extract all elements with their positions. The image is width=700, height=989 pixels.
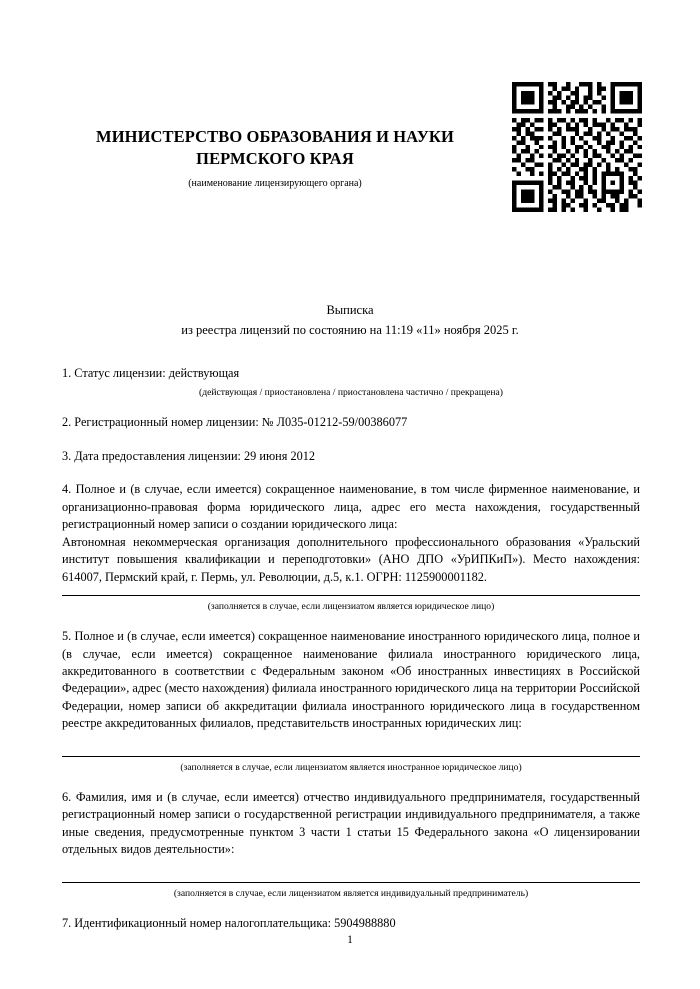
ministry-title-line1: МИНИСТЕРСТВО ОБРАЗОВАНИЯ И НАУКИ	[96, 127, 454, 146]
item-legal-entity-note: (заполняется в случае, если лицензиатом является юридическое лицо)	[207, 601, 495, 613]
document-title-block	[60, 300, 640, 340]
item-inn: 7. Идентификационный номер налогоплательщика: 5904988880	[62, 915, 396, 930]
item-foreign-entity-note: (заполняется в случае, если лицензиатом является иностранное юридическое лицо)	[180, 761, 522, 773]
divider	[62, 882, 640, 883]
item-status-note: (действующая / приостановлена / приостановлена частично / прекращена)	[199, 387, 503, 399]
item-status: 1. Статус лицензии: действующая	[62, 366, 240, 380]
item-date: 3. Дата предоставления лицензии: 29 июня 2012	[62, 448, 316, 463]
ministry-subtitle: (наименование лицензирующего органа)	[188, 177, 362, 189]
item-individual-entrepreneur-note: (заполняется в случае, если лицензиатом является индивидуальный предприниматель)	[173, 887, 529, 899]
document-subtitle: из реестра лицензий по состоянию на 11:19 «11» ноября 2025 г.	[181, 323, 519, 337]
item-legal-entity-value: Автономная некоммерческая организация дополнительного профессионального образования «Уральский институт повышения квалификации и переподготовки» (АНО ДПО «УрИПКиП»). Место нахождения: 614007, Пермский край, г. Пермь, ул. Революции, д.5, к.1. ОГРН: 1125900001182.	[62, 534, 640, 584]
divider	[62, 756, 640, 757]
document-title: Выписка	[326, 303, 374, 317]
item-legal-entity: 4. Полное и (в случае, если имеется) сокращенное наименование, в том числе фирменное наименование, и организационно-правовая форма юридического лица, адрес его места нахождения, государственный регистрационный номер записи о создании юридического лица:	[62, 482, 640, 532]
item-foreign-entity: 5. Полное и (в случае, если имеется) сокращенное наименование иностранного юридического лица, полное и (в случае, если имеется) сокращенное наименование филиала иностранного юридического лица, аккредитованного в соответствии с Федеральным законом «Об иностранных инвестициях в Российской Федерации», адрес (место нахождения) филиала иностранного юридического лица на территории Российской Федерации, номер записи об аккредитации филиала иностранного юридического лица в государственном реестре аккредитованных филиалов, представительств иностранных юридических лиц:	[62, 629, 640, 731]
item-individual-entrepreneur: 6. Фамилия, имя и (в случае, если имеется) отчество индивидуального предпринимателя, государственный регистрационный номер записи о государственной регистрации индивидуального предпринимателя, а также иные сведения, предусмотренные пунктом 3 части 1 статьи 15 Федерального закона «О лицензировании отдельных видов деятельности»:	[62, 789, 640, 857]
qr-code-icon	[512, 82, 642, 212]
page-number: 1	[347, 934, 353, 946]
ministry-title-line2: ПЕРМСКОГО КРАЯ	[196, 149, 354, 169]
divider	[62, 595, 640, 596]
document-header	[40, 126, 510, 189]
document-body	[62, 365, 640, 932]
item-reg-number: 2. Регистрационный номер лицензии: № Л035-01212-59/00386077	[62, 415, 408, 430]
